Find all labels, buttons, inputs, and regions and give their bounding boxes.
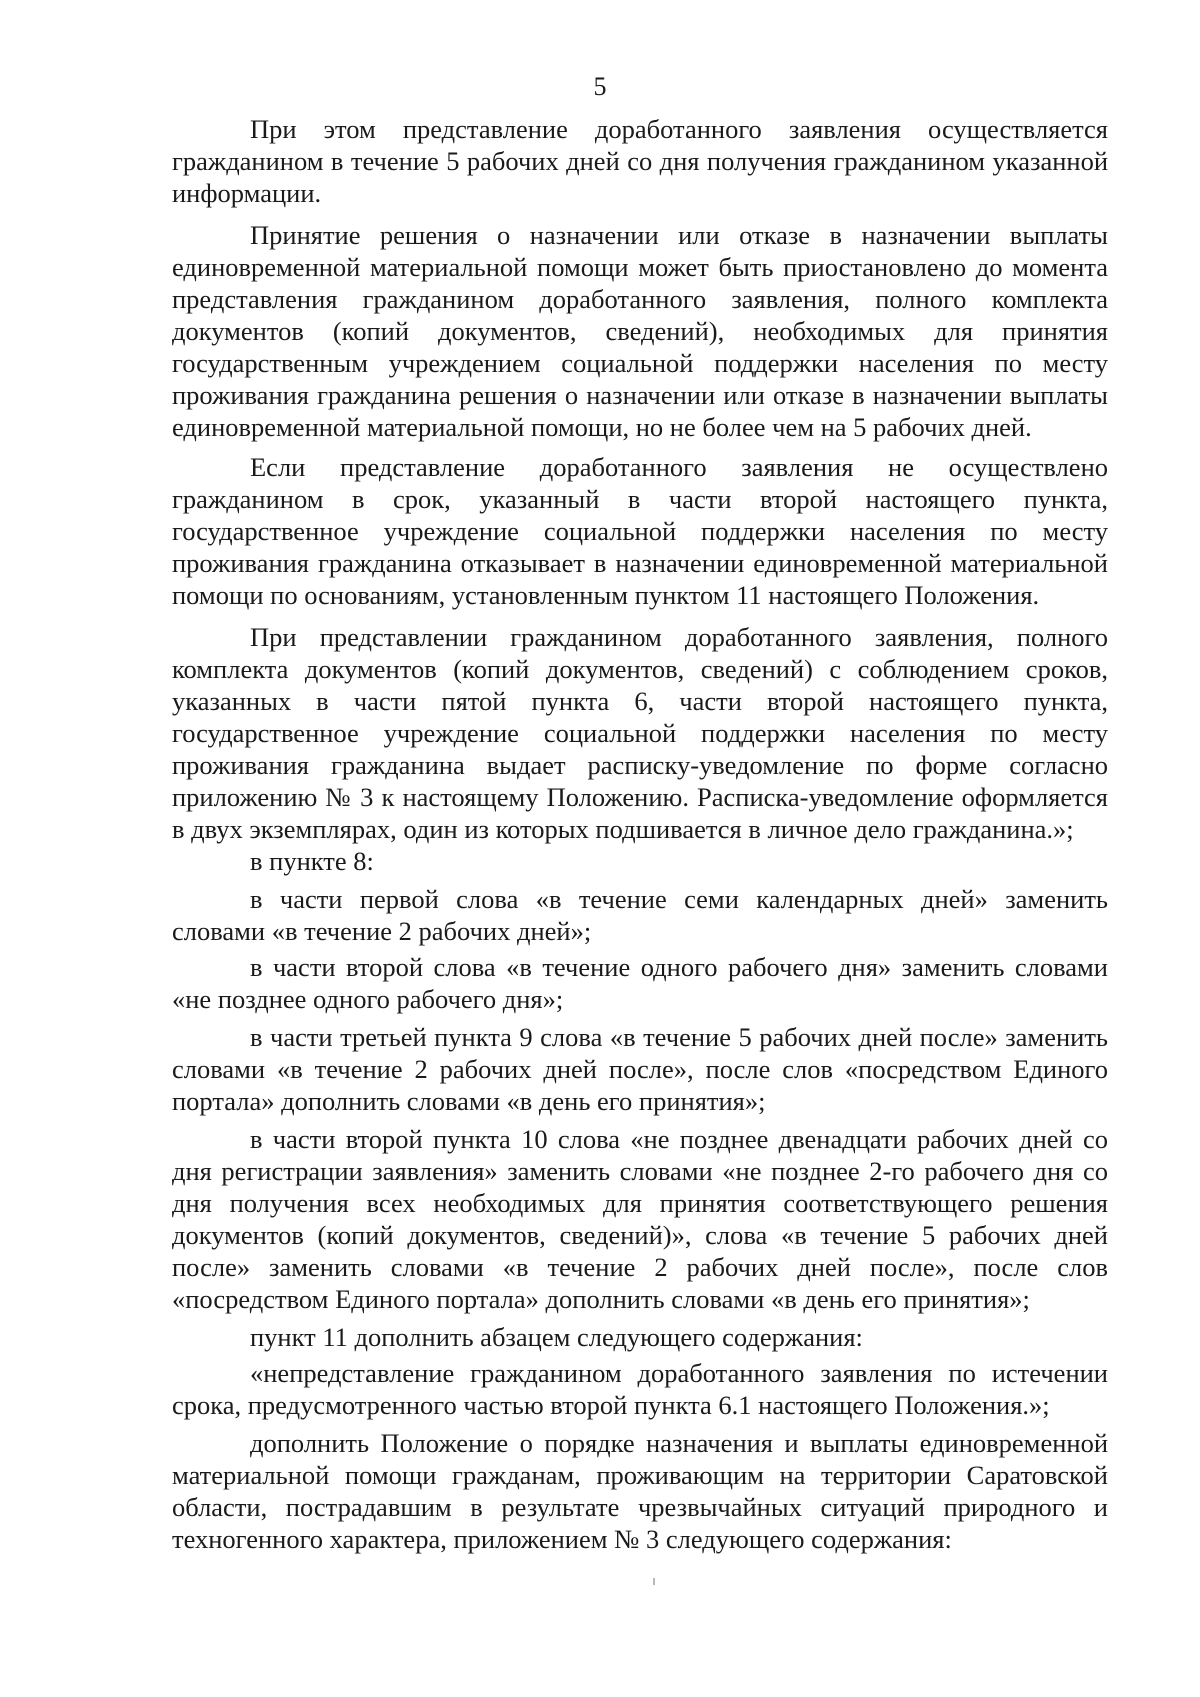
page-number: 5 <box>593 72 607 101</box>
document-body <box>172 113 1108 1561</box>
paragraph: в части второй пункта 10 слова «не позднее двенадцати рабочих дней со дня регистрации заявления» заменить словами «не позднее 2-го рабочего дня со дня получения всех необходимых для принятия соответствующего решения документов (копий документов, сведений)», слова «в течение 5 рабочих дней после» заменить словами «в течение 2 рабочих дней после», после слов «посредством Единого портала» дополнить словами «в день его принятия»; <box>172 1124 1108 1314</box>
paragraph: в части второй слова «в течение одного рабочего дня» заменить словами «не позднее одного рабочего дня»; <box>172 952 1108 1014</box>
paragraph: пункт 11 дополнить абзацем следующего содержания: <box>250 1322 863 1352</box>
paragraph: в пункте 8: <box>250 846 374 876</box>
paragraph: дополнить Положение о порядке назначения и выплаты единовременной материальной помощи гражданам, проживающим на территории Саратовской области, пострадавшим в результате чрезвычайных ситуаций природного и техногенного характера, приложением № 3 следующего содержания: <box>172 1428 1108 1554</box>
paragraph: «непредставление гражданином доработанного заявления по истечении срока, предусмотренного частью второй пункта 6.1 настоящего Положения.»; <box>172 1358 1108 1420</box>
paragraph: Если представление доработанного заявления не осуществлено гражданином в срок, указанный в части второй настоящего пункта, государственное учреждение социальной поддержки населения по месту проживания гражданина отказывает в назначении единовременной материальной помощи по основаниям, установленным пунктом 11 настоящего Положения. <box>172 452 1108 610</box>
paragraph: Принятие решения о назначении или отказе в назначении выплаты единовременной материальной помощи может быть приостановлено до момента представления гражданином доработанного заявления, полного комплекта документов (копий документов, сведений), необходимых для принятия государственным учреждением социальной поддержки населения по месту проживания гражданина решения о назначении или отказе в назначении выплаты единовременной материальной помощи, но не более чем на 5 рабочих дней. <box>172 220 1108 442</box>
paragraph: в части первой слова «в течение семи календарных дней» заменить словами «в течение 2 рабочих дней»; <box>172 884 1108 946</box>
paragraph: При представлении гражданином доработанного заявления, полного комплекта документов (копий документов, сведений) с соблюдением сроков, указанных в части пятой пункта 6, части второй настоящего пункта, государственное учреждение социальной поддержки населения по месту проживания гражданина выдает расписку-уведомление по форме согласно приложению № 3 к настоящему Положению. Расписка-уведомление оформляется в двух экземплярах, один из которых подшивается в личное дело гражданина.»; <box>172 622 1108 844</box>
paragraph: в части третьей пункта 9 слова «в течение 5 рабочих дней после» заменить словами «в течение 2 рабочих дней после», после слов «посредством Единого портала» дополнить словами «в день его принятия»; <box>172 1022 1108 1116</box>
scan-speck <box>653 1578 655 1585</box>
paragraph: При этом представление доработанного заявления осуществляется гражданином в течение 5 рабочих дней со дня получения гражданином указанной информации. <box>172 114 1108 208</box>
